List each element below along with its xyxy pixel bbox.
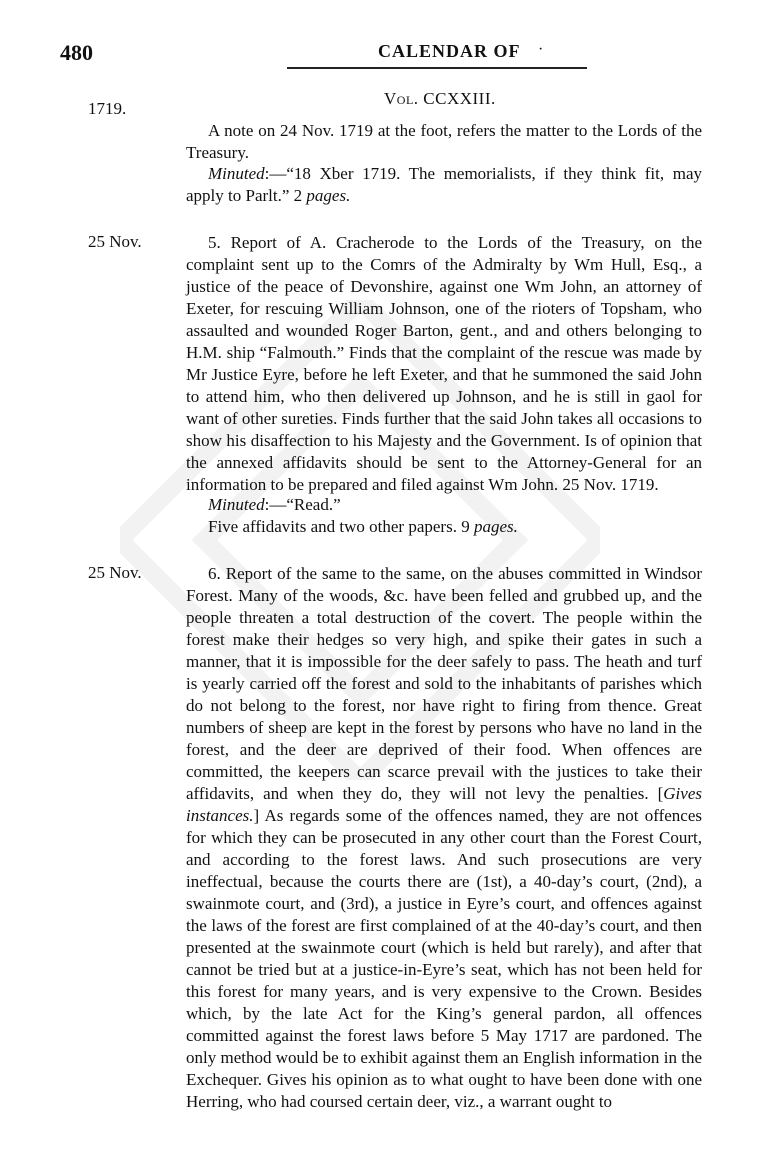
header-mark: · [538, 41, 544, 58]
minuted-text: :—“18 Xber 1719. The memorialists, if they think fit, may apply to Parlt.” 2 [186, 164, 702, 205]
volume-heading [384, 89, 496, 109]
margin-year: 1719. [88, 99, 127, 118]
entry-5-text: 5. Report of A. Cracherode to the Lords of the Treasury, on the complaint sent up to the Comrs of the Admiralty by Wm Hull, Esq., a justice of the peace of Devonshire, against one Wm John, an attorney of Exeter, for rescuing William Johnson, one of the rioters of Topsham, who assaulted and wounded Roger Barton, gent., and and others belonging to H.M. ship “Falmouth.” Finds that the complaint of the rescue was made by Mr Justice Eyre, before he left Exeter, and that he summoned the said John to attend him, who then delivered up Johnson, and he is still in gaol for want of other sureties. Finds further that the said John takes all occasions to show his disaffection to his Majesty and the Government. Is of opinion that the annexed affidavits should be sent to the Attorney-General for an information to be prepared and filed against Wm John. 25 Nov. 1719. [186, 233, 702, 494]
margin-date-entry-6: 25 Nov. [88, 563, 142, 582]
margin-date-entry-5: 25 Nov. [88, 232, 142, 251]
minuted-label: Minuted [208, 495, 265, 514]
page-number: 480 [60, 40, 93, 65]
minuted-text: :—“Read.” [264, 495, 341, 514]
entry-5-enclosures [186, 516, 702, 538]
volume-number: CCXXIII. [423, 89, 496, 108]
previous-entry-minute [186, 163, 702, 207]
gives-instances: Gives instances. [186, 784, 702, 825]
enclosures-text: Five affidavits and two other papers. 9 [208, 517, 474, 536]
volume-prefix: Vol. [384, 89, 419, 108]
entry-6-text [186, 563, 702, 1113]
pages-label: pages. [473, 517, 518, 536]
header-rule [287, 67, 587, 69]
entry-6-text-b: ] As regards some of the offences named, they are not offences for which they can be prosecuted in any other court than the Forest Court, and according to the forest laws. And such prosecutions are very ineffectual, because the courts there are (1st), a 40-day’s court, (2nd), a swainmote court, and (3rd), a justice in Eyre’s court, and offences against the laws of the forest are first complained of at the 40-day’s court, and then presented at the swainmote court (which is held but rarely), and after that cannot be tried but at a justice-in-Eyre’s seat, which has not been held for this forest for many years, and is very expensive to the Crown. Besides which, by the late Act for the King’s general pardon, all offences committed against the forest laws before 5 May 1717 are pardoned. The only method would be to exhibit against them an English information in the Exchequer. Gives his opinion as to what ought to have been done with one Herring, who had coursed certain deer, viz., a warrant ought to [186, 806, 702, 1111]
entry-5-minute [186, 494, 702, 516]
running-title: CALENDAR OF [378, 41, 521, 61]
previous-entry-note: A note on 24 Nov. 1719 at the foot, refers the matter to the Lords of the Treasury. [186, 121, 702, 162]
minuted-label: Minuted [208, 164, 265, 183]
pages-label: pages. [306, 186, 351, 205]
entry-6-text-a: 6. Report of the same to the same, on the abuses committed in Windsor Forest. Many of the woods, &c. have been felled and grubbed up, and the people threaten a total destruction of the covert. The people within the forest make their hedges so very high, and spike their gates in such a manner, that it is impossible for the deer safely to pass. The heath and turf is yearly carried off the forest and sold to the inhabitants of parishes which do not belong to the forest, nor have right to firing from thence. Great numbers of sheep are kept in the forest by persons who have no land in the forest, and the deer are deprived of their food. When offences are committed, the keepers can scarce prevail with the justices to take their affidavits, and when they do, they will not levy the penalties. [ [186, 564, 702, 803]
